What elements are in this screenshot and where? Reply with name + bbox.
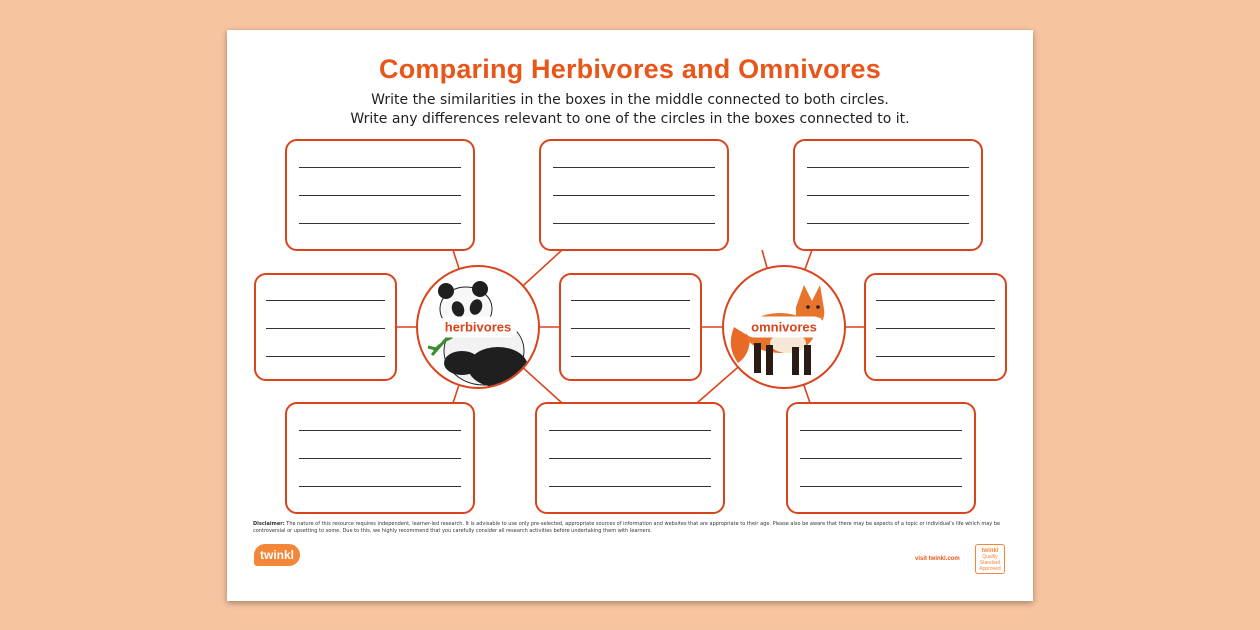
answer-box-omnivore-middle[interactable] <box>864 273 1007 381</box>
answer-box-similarity-bottom[interactable] <box>535 402 725 514</box>
answer-box-herbivore-bottom[interactable] <box>285 402 475 514</box>
omnivores-label: omnivores <box>746 319 822 336</box>
worksheet <box>227 30 1033 601</box>
disclaimer-text: The nature of this resource requires independent, learner-led research. It is advisable to use only pre-selected, appropriate sources of information and websites that are appropriate to their age. Please also be aware that there may be aspects of a topic or individual's life which may be controversial or upsetting to some. Due to this, we highly recommend that you carefully consider all research activities before undertaking them with learners. <box>253 521 1001 534</box>
instruction-line-1: Write the similarities in the boxes in the middle connected to both circles. <box>371 92 889 108</box>
disclaimer-heading: Disclaimer: <box>253 521 285 527</box>
disclaimer <box>253 521 1009 534</box>
badge-title: twinkl <box>981 548 999 554</box>
herbivores-label: herbivores <box>440 319 516 336</box>
worksheet-title: Comparing Herbivores and Omnivores <box>379 54 881 84</box>
answer-box-omnivore-top[interactable] <box>793 139 983 251</box>
visit-link[interactable]: visit twinkl.com <box>915 556 960 562</box>
answer-box-herbivore-top[interactable] <box>285 139 475 251</box>
answer-box-similarity-top[interactable] <box>539 139 729 251</box>
herbivores-circle <box>416 265 540 389</box>
answer-box-similarity-middle[interactable] <box>559 273 702 381</box>
badge-text: Quality Standard Approved <box>979 554 1001 572</box>
instruction-line-2: Write any differences relevant to one of the circles in the boxes connected to it. <box>350 111 910 127</box>
answer-box-herbivore-middle[interactable] <box>254 273 397 381</box>
answer-box-omnivore-bottom[interactable] <box>786 402 976 514</box>
twinkl-logo: twinkl <box>254 544 300 566</box>
omnivores-circle <box>722 265 846 389</box>
quality-badge <box>975 544 1005 574</box>
